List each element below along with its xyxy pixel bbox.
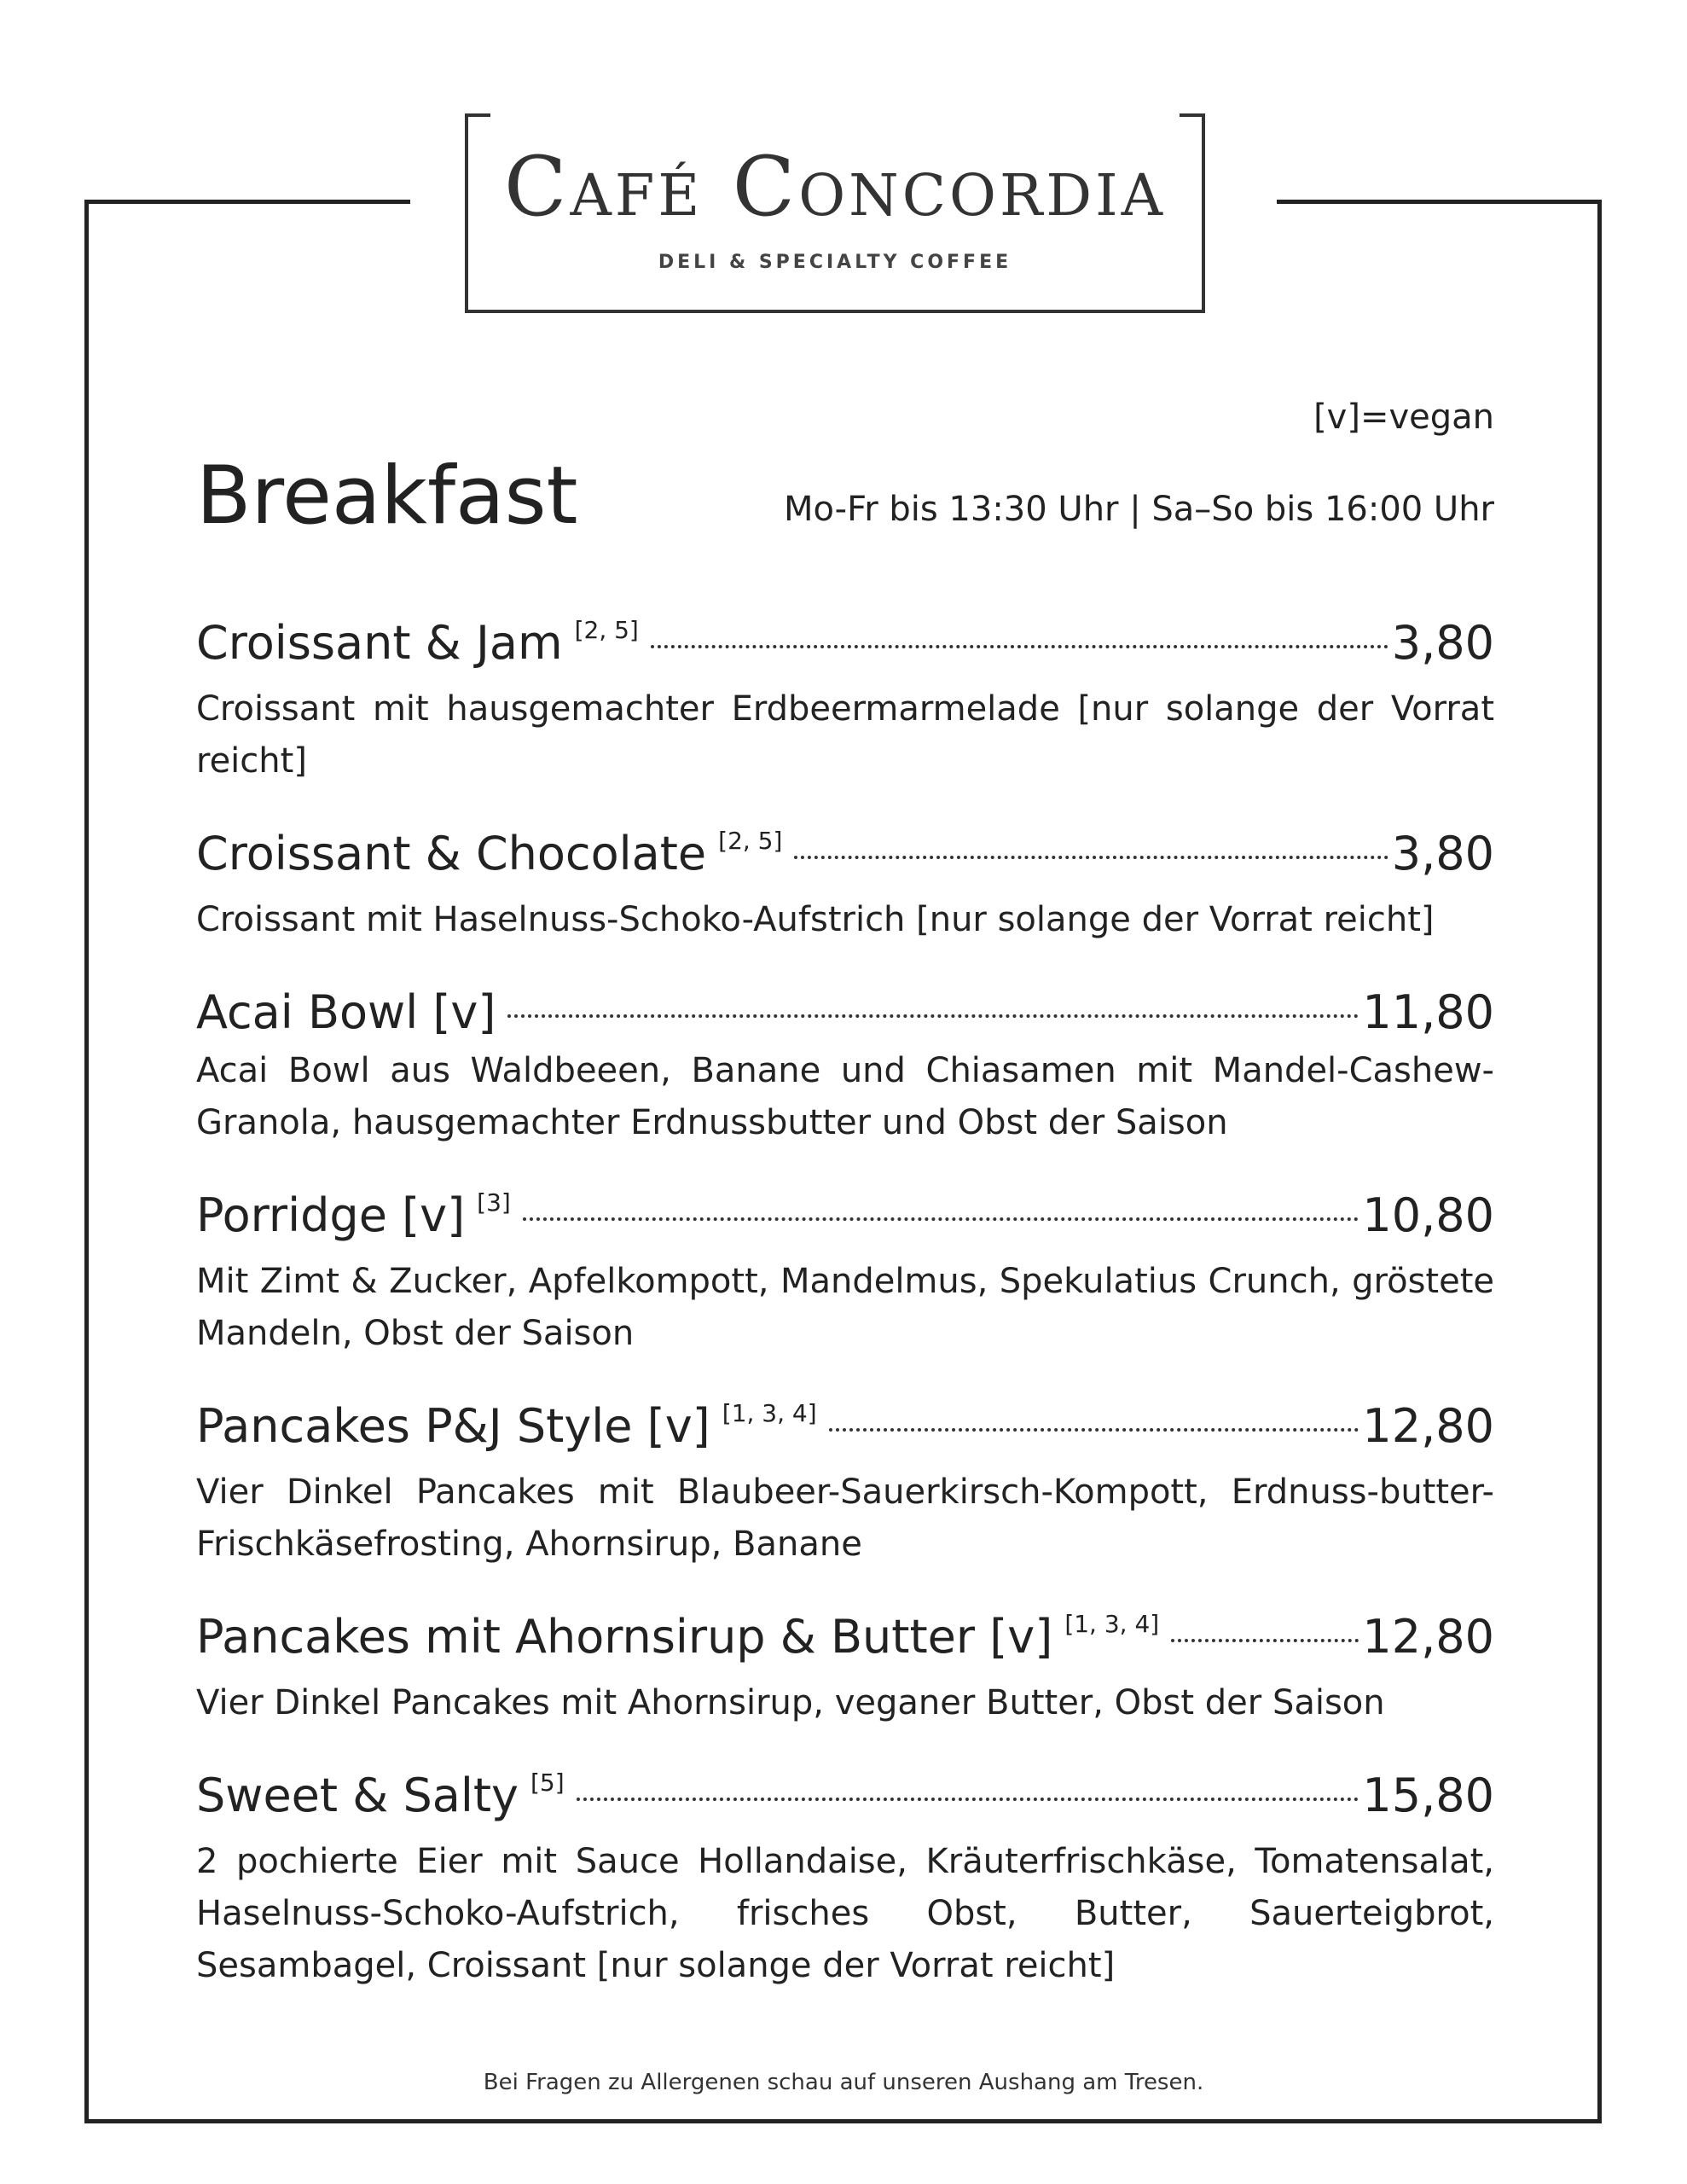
frame-bottom xyxy=(84,2119,1602,2123)
menu-item-allergens: [5] xyxy=(530,1769,565,1797)
menu-item-price: 15,80 xyxy=(1362,1769,1494,1822)
menu-item xyxy=(196,1763,1494,1992)
frame-right xyxy=(1597,200,1602,2123)
menu-item-name: Pancakes mit Ahornsirup & Butter [v] xyxy=(196,1610,1053,1664)
menu-item-description: Mit Zimt & Zucker, Apfelkompott, Mandelmus, Spekulatius Crunch, gröstete Mandeln, Obst der Saison xyxy=(196,1262,1494,1353)
menu-item xyxy=(196,611,1494,787)
dot-leader xyxy=(507,1014,1359,1018)
menu-item-name: Croissant & Chocolate xyxy=(196,827,707,880)
menu-item-allergens: [1, 3, 4] xyxy=(1064,1610,1160,1638)
logo-subtitle: DELI & SPECIALTY COFFEE xyxy=(658,252,1012,273)
menu-item-allergens: [3] xyxy=(477,1188,511,1217)
menu-item-name: Pancakes P&J Style [v] xyxy=(196,1399,710,1453)
dot-leader xyxy=(1171,1639,1359,1642)
menu-item-price: 11,80 xyxy=(1362,985,1494,1039)
menu-item-description: 2 pochierte Eier mit Sauce Hollandaise, Kräuterfrischkäse, Tomatensalat, Haselnuss-Schoko-Aufstrich, frisches Obst, Butter, Sauerteigbrot, Sesambagel, Croissant [nur solange der Vorrat reicht] xyxy=(196,1842,1494,1985)
menu-item-name: Sweet & Salty xyxy=(196,1769,519,1822)
menu-item-name: Acai Bowl [v] xyxy=(196,985,496,1039)
dot-leader xyxy=(794,856,1388,859)
menu-item-price: 3,80 xyxy=(1391,827,1494,880)
menu-item-name: Porridge [v] xyxy=(196,1188,466,1242)
menu-list xyxy=(196,611,1494,2026)
menu-item-header xyxy=(196,1763,1494,1836)
menu-item xyxy=(196,822,1494,946)
menu-item-header xyxy=(196,1605,1494,1677)
menu-item-price: 10,80 xyxy=(1362,1188,1494,1242)
menu-item-allergens: [1, 3, 4] xyxy=(722,1399,817,1427)
menu-item xyxy=(196,1183,1494,1360)
menu-item-header xyxy=(196,980,1494,1045)
menu-item-description: Croissant mit Haselnuss-Schoko-Aufstrich [nur solange der Vorrat reicht] xyxy=(196,900,1435,939)
menu-item-allergens: [2, 5] xyxy=(574,616,639,644)
section-title: Breakfast xyxy=(196,450,578,543)
dot-leader xyxy=(523,1217,1359,1221)
logo-border-bottom xyxy=(465,310,1205,313)
dot-leader xyxy=(651,645,1388,648)
menu-item-description: Croissant mit hausgemachter Erdbeermarmelade [nur solange der Vorrat reicht] xyxy=(196,689,1494,781)
menu-item-header xyxy=(196,611,1494,683)
frame-left xyxy=(84,200,89,2123)
menu-item-allergens: [2, 5] xyxy=(718,827,783,855)
dot-leader xyxy=(829,1428,1359,1432)
frame-top-right xyxy=(1277,200,1602,204)
menu-item xyxy=(196,980,1494,1149)
vegan-legend: [v]=vegan xyxy=(1313,398,1494,437)
menu-item-description: Vier Dinkel Pancakes mit Blaubeer-Sauerkirsch-Kompott, Erdnuss-butter-Frischkäsefrosting, Ahornsirup, Banane xyxy=(196,1472,1494,1564)
logo-title: Café Concordia xyxy=(504,139,1166,235)
logo-border-top-right xyxy=(1180,113,1205,117)
logo-border-top-left xyxy=(465,113,490,117)
frame-top-left xyxy=(84,200,410,204)
menu-item-price: 12,80 xyxy=(1362,1399,1494,1453)
allergen-footer-note: Bei Fragen zu Allergenen schau auf unseren Aushang am Tresen. xyxy=(483,2070,1204,2095)
menu-item-header xyxy=(196,1183,1494,1256)
menu-item-header xyxy=(196,1394,1494,1467)
menu-item-header xyxy=(196,822,1494,894)
menu-item-name: Croissant & Jam xyxy=(196,616,563,670)
menu-item xyxy=(196,1605,1494,1729)
menu-item-price: 3,80 xyxy=(1391,616,1494,670)
menu-item-description: Acai Bowl aus Waldbeeen, Banane und Chiasamen mit Mandel-Cashew-Granola, hausgemachter Erdnussbutter und Obst der Saison xyxy=(196,1051,1494,1142)
menu-item-description: Vier Dinkel Pancakes mit Ahornsirup, veganer Butter, Obst der Saison xyxy=(196,1683,1385,1722)
menu-item-price: 12,80 xyxy=(1362,1610,1494,1664)
cafe-logo xyxy=(465,113,1205,313)
opening-hours: Mo-Fr bis 13:30 Uhr | Sa–So bis 16:00 Uhr xyxy=(783,490,1494,529)
menu-item xyxy=(196,1394,1494,1571)
dot-leader xyxy=(577,1798,1359,1801)
